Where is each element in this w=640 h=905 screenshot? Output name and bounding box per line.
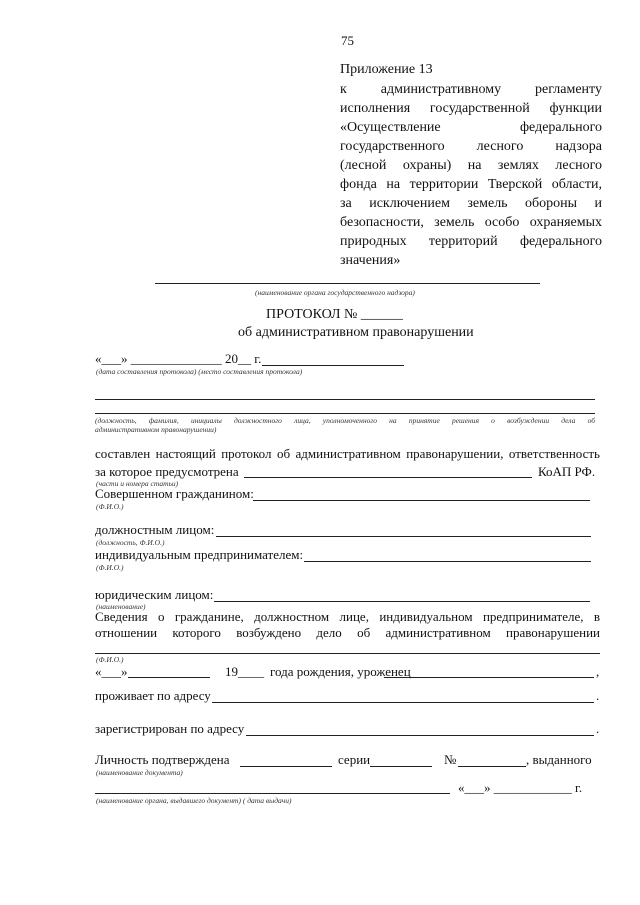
official-caption xyxy=(95,416,595,434)
official-person-caption: (должность, Ф.И.О.) xyxy=(96,538,165,547)
info-line-2: отношении которого возбуждено дело об административном правонарушении xyxy=(95,625,600,640)
appendix-line: значения» xyxy=(340,253,401,268)
issuer-caption: (наименование органа, выдавшего документ) ( дата выдачи) xyxy=(96,796,292,805)
article-caption: (части и номера статьи) xyxy=(96,479,179,488)
appendix-text xyxy=(340,80,602,270)
authority-caption: (наименование органа государственного надзора) xyxy=(255,288,415,297)
doc-caption: (наименование документа) xyxy=(96,768,183,777)
issuer-line xyxy=(95,793,450,794)
entrepreneur-label: индивидуальным предпринимателем: xyxy=(95,547,304,562)
appendix-line: (лесной охраны) на землях лесного xyxy=(340,158,602,173)
birth-year: 19____ xyxy=(225,664,264,679)
series-label: серии xyxy=(338,752,371,767)
birth-day: «___» xyxy=(95,664,128,679)
number-label: № xyxy=(444,752,457,767)
lives-line xyxy=(212,702,594,703)
appendix-line: безопасности, земель особо охраняемых xyxy=(340,215,602,230)
identity-label: Личность подтверждена xyxy=(95,752,230,767)
info-line-1: Сведения о гражданине, должностном лице, индивидуальном предпринимателе, в xyxy=(95,609,600,624)
appendix-line: за исключением земель обороны и xyxy=(340,196,602,211)
issued-label: , выданного xyxy=(526,752,592,767)
official-line-2 xyxy=(95,413,595,414)
legal-line xyxy=(214,601,590,602)
official-person-line xyxy=(216,536,591,537)
intro-line-2-end: КоАП РФ. xyxy=(538,464,596,479)
registered-label: зарегистрирован по адресу xyxy=(95,721,245,736)
citizen-caption: (Ф.И.О.) xyxy=(96,502,124,511)
official-caption-line1: (должность, фамилия, инициалы должностного лица, уполномоченного на принятие решения о возбуждении дела об xyxy=(95,416,595,425)
page-number: 75 xyxy=(341,33,354,48)
identity-doc-line xyxy=(240,766,332,767)
intro-line-2-start: за которое предусмотрена xyxy=(95,464,239,479)
protocol-subtitle: об административном правонарушении xyxy=(238,325,474,340)
registered-dot: . xyxy=(596,721,600,736)
place-line xyxy=(262,365,404,366)
appendix-line: природных территорий федерального xyxy=(340,234,602,249)
intro-line-1: составлен настоящий протокол об административном правонарушении, ответственность xyxy=(95,446,600,461)
appendix-line: государственного лесного надзора xyxy=(340,139,602,154)
series-line xyxy=(370,766,432,767)
issue-date: «___» ____________ г. xyxy=(458,780,583,795)
entrepreneur-caption: (Ф.И.О.) xyxy=(96,563,124,572)
appendix-line: к административному регламенту xyxy=(340,82,602,97)
fio-line xyxy=(95,653,600,654)
lives-dot: . xyxy=(596,688,600,703)
legal-label: юридическим лицом: xyxy=(95,587,214,602)
protocol-title xyxy=(266,307,403,323)
birth-month-line xyxy=(128,677,210,678)
appendix-title: Приложение 13 xyxy=(340,62,433,77)
official-label: должностным лицом: xyxy=(95,522,215,537)
protocol-date: «___» ______________ 20__ г. xyxy=(95,351,262,366)
registered-line xyxy=(246,735,594,736)
date-caption: (дата составления протокола) (место составления протокола) xyxy=(96,367,303,376)
birth-text: года рождения, уроженец xyxy=(270,664,411,679)
appendix-line: исполнения государственной функции xyxy=(340,101,602,116)
birth-comma: , xyxy=(596,664,600,679)
protocol-title-text: ПРОТОКОЛ № xyxy=(266,307,358,322)
number-line xyxy=(458,766,526,767)
official-caption-line2: административном правонарушении) xyxy=(95,425,217,434)
birthplace-line xyxy=(384,677,594,678)
entrepreneur-line xyxy=(304,561,591,562)
appendix-line: «Осуществление федерального xyxy=(340,120,602,135)
official-line-1 xyxy=(95,399,595,400)
citizen-line xyxy=(253,500,590,501)
appendix-line: фонда на территории Тверской области, xyxy=(340,177,602,192)
lives-label: проживает по адресу xyxy=(95,688,211,703)
authority-line xyxy=(155,283,540,284)
legal-caption: (наименование) xyxy=(96,602,146,611)
protocol-number-blank: ______ xyxy=(360,307,403,322)
citizen-label: Совершенном гражданином: xyxy=(95,486,254,501)
fio-caption: (Ф.И.О.) xyxy=(96,655,124,664)
article-line xyxy=(244,477,532,478)
